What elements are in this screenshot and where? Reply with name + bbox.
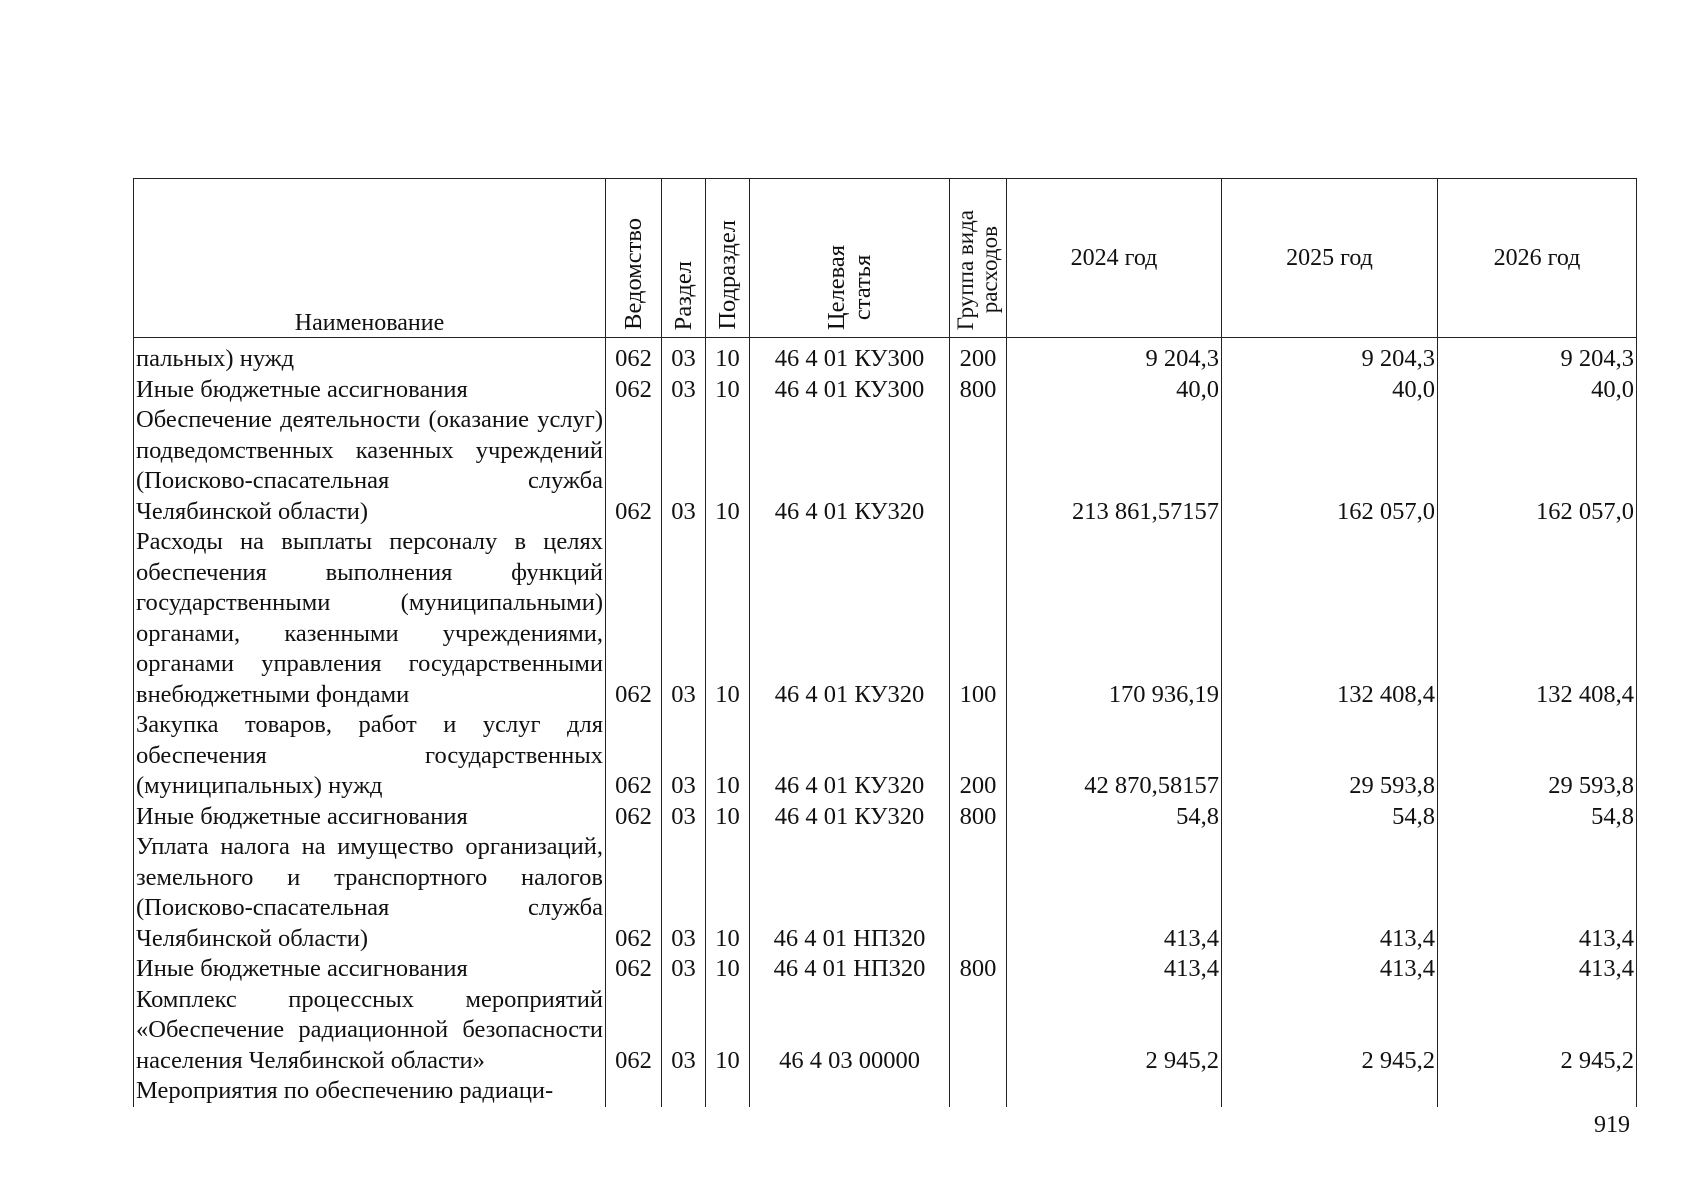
row-expense-group: 800 — [950, 802, 1007, 833]
row-department: 062 — [606, 375, 662, 406]
row-value-2024: 42 870,58157 — [1007, 710, 1222, 802]
row-value-2026: 162 057,0 — [1438, 405, 1637, 527]
row-subsection: 10 — [706, 338, 750, 375]
row-expense-group — [950, 985, 1007, 1077]
row-value-2025: 413,4 — [1222, 832, 1438, 954]
header-group-line1: Группа вида — [952, 209, 978, 330]
row-target-article: 46 4 01 КУ320 — [750, 405, 950, 527]
row-value-2025: 413,4 — [1222, 954, 1438, 985]
row-value-2026: 40,0 — [1438, 375, 1637, 406]
header-subsection: Подраздел — [706, 179, 750, 338]
row-section — [662, 1076, 706, 1107]
table-row — [134, 954, 1637, 985]
table-row — [134, 375, 1637, 406]
row-value-2024: 54,8 — [1007, 802, 1222, 833]
row-name: Иные бюджетные ассигнования — [134, 375, 606, 406]
row-name: Иные бюджетные ассигнования — [134, 802, 606, 833]
row-target-article: 46 4 01 КУ320 — [750, 710, 950, 802]
row-expense-group — [950, 405, 1007, 527]
row-expense-group: 200 — [950, 710, 1007, 802]
row-value-2024: 2 945,2 — [1007, 985, 1222, 1077]
row-value-2026 — [1438, 1076, 1637, 1107]
row-value-2026: 413,4 — [1438, 954, 1637, 985]
table-row — [134, 405, 1637, 527]
row-name: Расходы на выплаты персоналу в целях обеспечения выполнения функций государственными (муниципальными) органами, казенными учреждениями, органами управления государственными внебюджетными фондами — [134, 527, 606, 710]
row-value-2024: 413,4 — [1007, 832, 1222, 954]
row-value-2025: 9 204,3 — [1222, 338, 1438, 375]
row-value-2025: 162 057,0 — [1222, 405, 1438, 527]
row-expense-group — [950, 1076, 1007, 1107]
row-value-2025: 54,8 — [1222, 802, 1438, 833]
header-group-line2: расходов — [977, 226, 1002, 314]
row-expense-group: 200 — [950, 338, 1007, 375]
header-section: Раздел — [662, 179, 706, 338]
row-department: 062 — [606, 405, 662, 527]
row-target-article: 46 4 01 НП320 — [750, 832, 950, 954]
page-number: 919 — [1594, 1112, 1630, 1138]
row-value-2025: 29 593,8 — [1222, 710, 1438, 802]
table-row — [134, 527, 1637, 710]
header-target-line1: Целевая — [822, 244, 850, 330]
row-target-article: 46 4 01 КУ300 — [750, 338, 950, 375]
row-name: Мероприятия по обеспечению радиаци- — [134, 1076, 606, 1107]
table-row — [134, 710, 1637, 802]
row-target-article: 46 4 01 КУ300 — [750, 375, 950, 406]
table-row — [134, 832, 1637, 954]
row-value-2026: 2 945,2 — [1438, 985, 1637, 1077]
row-value-2026: 54,8 — [1438, 802, 1637, 833]
row-section: 03 — [662, 338, 706, 375]
row-value-2026: 413,4 — [1438, 832, 1637, 954]
row-section: 03 — [662, 802, 706, 833]
table-row — [134, 802, 1637, 833]
header-target-line2: статья — [848, 254, 876, 321]
row-section: 03 — [662, 985, 706, 1077]
header-name: Наименование — [134, 179, 606, 338]
table-header-row — [134, 179, 1637, 338]
row-value-2026: 132 408,4 — [1438, 527, 1637, 710]
row-expense-group — [950, 832, 1007, 954]
table-row — [134, 985, 1637, 1077]
row-name: Обеспечение деятельности (оказание услуг) подведомственных казенных учреждений (Поисково-спасательная служба Челябинской области) — [134, 405, 606, 527]
budget-table — [133, 178, 1637, 1107]
row-subsection — [706, 1076, 750, 1107]
row-name: Уплата налога на имущество организаций, земельного и транспортного налогов (Поисково-спасательная служба Челябинской области) — [134, 832, 606, 954]
row-section: 03 — [662, 375, 706, 406]
row-value-2024: 170 936,19 — [1007, 527, 1222, 710]
row-subsection: 10 — [706, 802, 750, 833]
row-department: 062 — [606, 338, 662, 375]
row-expense-group: 800 — [950, 954, 1007, 985]
row-value-2024 — [1007, 1076, 1222, 1107]
row-department: 062 — [606, 710, 662, 802]
row-department: 062 — [606, 985, 662, 1077]
row-value-2025: 132 408,4 — [1222, 527, 1438, 710]
row-department — [606, 1076, 662, 1107]
header-expense-group — [950, 179, 1007, 338]
row-name: Иные бюджетные ассигнования — [134, 954, 606, 985]
row-value-2024: 213 861,57157 — [1007, 405, 1222, 527]
row-section: 03 — [662, 954, 706, 985]
row-section: 03 — [662, 710, 706, 802]
header-department: Ведомство — [606, 179, 662, 338]
header-year-2024: 2024 год — [1007, 179, 1222, 338]
row-value-2025 — [1222, 1076, 1438, 1107]
row-value-2026: 29 593,8 — [1438, 710, 1637, 802]
row-value-2025: 40,0 — [1222, 375, 1438, 406]
row-target-article: 46 4 03 00000 — [750, 985, 950, 1077]
table-row — [134, 1076, 1637, 1107]
row-target-article: 46 4 01 КУ320 — [750, 802, 950, 833]
row-subsection: 10 — [706, 405, 750, 527]
row-department: 062 — [606, 527, 662, 710]
row-target-article: 46 4 01 НП320 — [750, 954, 950, 985]
row-value-2025: 2 945,2 — [1222, 985, 1438, 1077]
row-subsection: 10 — [706, 527, 750, 710]
row-name: Комплекс процессных мероприятий «Обеспечение радиационной безопасности населения Челябинской области» — [134, 985, 606, 1077]
row-value-2024: 40,0 — [1007, 375, 1222, 406]
row-subsection: 10 — [706, 985, 750, 1077]
row-department: 062 — [606, 954, 662, 985]
row-section: 03 — [662, 527, 706, 710]
row-value-2024: 413,4 — [1007, 954, 1222, 985]
row-section: 03 — [662, 832, 706, 954]
row-name: пальных) нужд — [134, 338, 606, 375]
row-value-2026: 9 204,3 — [1438, 338, 1637, 375]
row-subsection: 10 — [706, 832, 750, 954]
row-subsection: 10 — [706, 375, 750, 406]
row-value-2024: 9 204,3 — [1007, 338, 1222, 375]
row-target-article — [750, 1076, 950, 1107]
header-target-article — [750, 179, 950, 338]
row-subsection: 10 — [706, 954, 750, 985]
table-row — [134, 338, 1637, 375]
header-year-2026: 2026 год — [1438, 179, 1637, 338]
row-department: 062 — [606, 832, 662, 954]
row-subsection: 10 — [706, 710, 750, 802]
row-section: 03 — [662, 405, 706, 527]
row-name: Закупка товаров, работ и услуг для обеспечения государственных (муниципальных) нужд — [134, 710, 606, 802]
row-expense-group: 100 — [950, 527, 1007, 710]
header-year-2025: 2025 год — [1222, 179, 1438, 338]
row-target-article: 46 4 01 КУ320 — [750, 527, 950, 710]
row-department: 062 — [606, 802, 662, 833]
row-expense-group: 800 — [950, 375, 1007, 406]
